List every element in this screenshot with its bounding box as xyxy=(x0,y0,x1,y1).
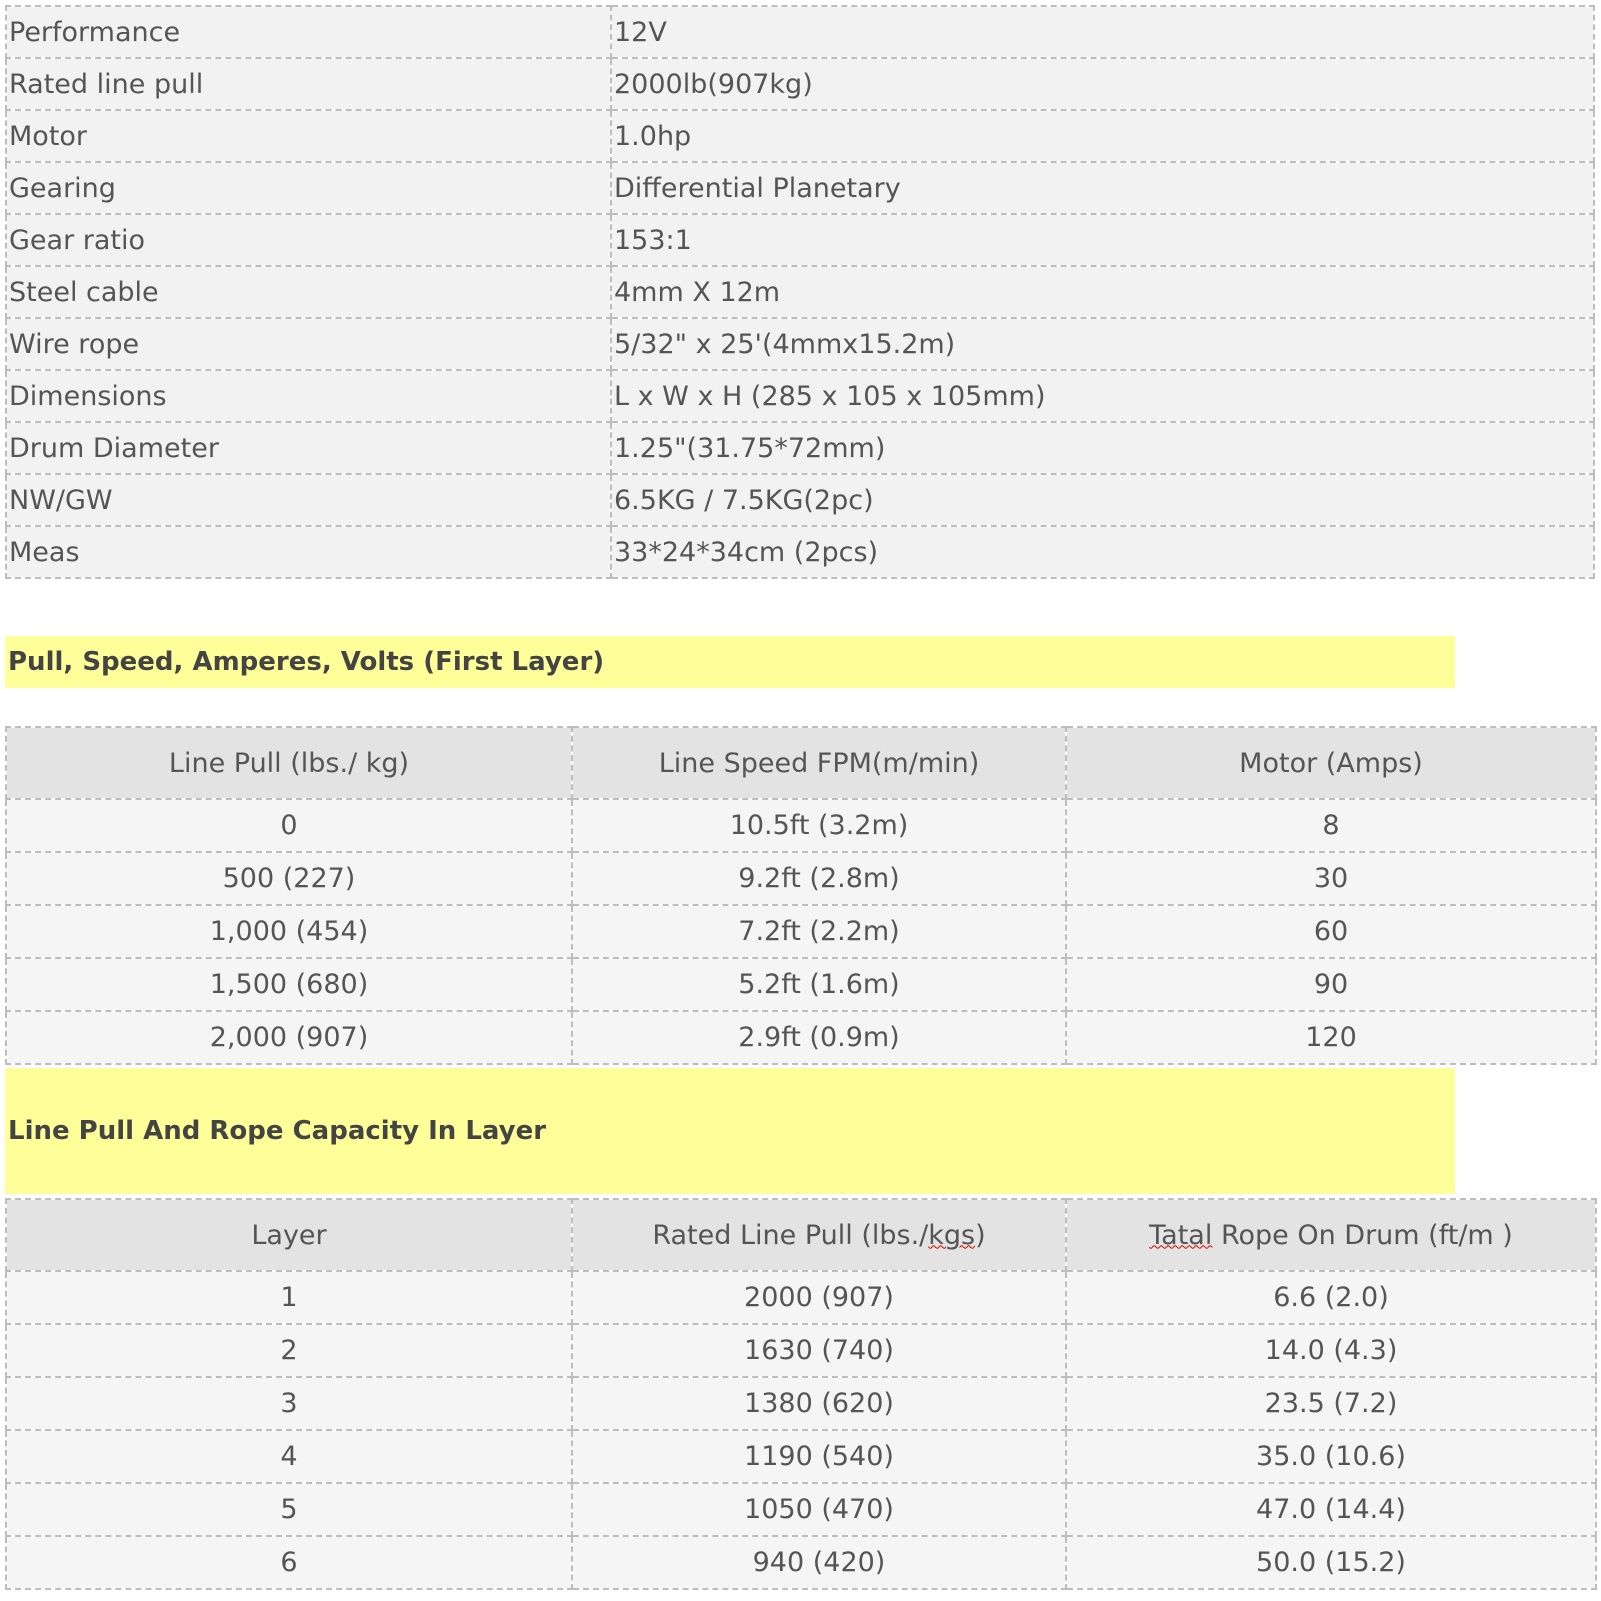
table-cell: 5 xyxy=(6,1483,572,1536)
spec-row xyxy=(6,422,1594,474)
spec-row xyxy=(6,266,1594,318)
spec-value: 4mm X 12m xyxy=(611,266,1594,318)
header-text: Rope On Drum (ft/m ) xyxy=(1212,1219,1513,1251)
spec-value: 1.0hp xyxy=(611,110,1594,162)
table-row xyxy=(6,799,1596,852)
column-header-line-speed: Line Speed FPM(m/min) xyxy=(572,727,1066,799)
spec-row xyxy=(6,526,1594,578)
table-header-row xyxy=(6,1199,1596,1271)
table-row xyxy=(6,1377,1596,1430)
spec-value: 33*24*34cm (2pcs) xyxy=(611,526,1594,578)
column-header-total-rope xyxy=(1066,1199,1596,1271)
spec-label: Performance xyxy=(6,6,611,58)
table-cell: 500 (227) xyxy=(6,852,572,905)
table-cell: 14.0 (4.3) xyxy=(1066,1324,1596,1377)
spellcheck-word: Tatal xyxy=(1149,1219,1213,1251)
table-row xyxy=(6,1324,1596,1377)
table-cell: 1050 (470) xyxy=(572,1483,1066,1536)
spec-label: Drum Diameter xyxy=(6,422,611,474)
spec-value: 5/32" x 25'(4mmx15.2m) xyxy=(611,318,1594,370)
table-cell: 1630 (740) xyxy=(572,1324,1066,1377)
table-row xyxy=(6,1536,1596,1589)
table-cell: 1,000 (454) xyxy=(6,905,572,958)
table-cell: 5.2ft (1.6m) xyxy=(572,958,1066,1011)
spec-label: Steel cable xyxy=(6,266,611,318)
table-row xyxy=(6,958,1596,1011)
table-cell: 9.2ft (2.8m) xyxy=(572,852,1066,905)
spec-label: Rated line pull xyxy=(6,58,611,110)
spec-row xyxy=(6,110,1594,162)
table-row xyxy=(6,1430,1596,1483)
table-cell: 2.9ft (0.9m) xyxy=(572,1011,1066,1064)
table-cell: 1190 (540) xyxy=(572,1430,1066,1483)
spec-label: Motor xyxy=(6,110,611,162)
spec-value: Differential Planetary xyxy=(611,162,1594,214)
table-cell: 1,500 (680) xyxy=(6,958,572,1011)
spellcheck-word: kgs xyxy=(928,1219,976,1251)
spec-label: NW/GW xyxy=(6,474,611,526)
spec-label: Wire rope xyxy=(6,318,611,370)
spec-label: Dimensions xyxy=(6,370,611,422)
table-cell: 6.6 (2.0) xyxy=(1066,1271,1596,1324)
table-row xyxy=(6,852,1596,905)
header-text: ) xyxy=(975,1219,986,1251)
header-text: Rated Line Pull (lbs./ xyxy=(652,1219,929,1251)
spec-row xyxy=(6,318,1594,370)
table-header-row xyxy=(6,727,1596,799)
table-cell: 2,000 (907) xyxy=(6,1011,572,1064)
spec-row xyxy=(6,162,1594,214)
spec-value: 153:1 xyxy=(611,214,1594,266)
spec-row xyxy=(6,6,1594,58)
column-header-line-pull: Line Pull (lbs./ kg) xyxy=(6,727,572,799)
spec-row xyxy=(6,214,1594,266)
section-heading-first-layer: Pull, Speed, Amperes, Volts (First Layer) xyxy=(5,636,1455,688)
spec-value: 12V xyxy=(611,6,1594,58)
spec-row xyxy=(6,474,1594,526)
spec-value: 1.25"(31.75*72mm) xyxy=(611,422,1594,474)
table-cell: 90 xyxy=(1066,958,1596,1011)
table-cell: 7.2ft (2.2m) xyxy=(572,905,1066,958)
table-cell: 120 xyxy=(1066,1011,1596,1064)
table-cell: 6 xyxy=(6,1536,572,1589)
table-cell: 3 xyxy=(6,1377,572,1430)
spec-value: 2000lb(907kg) xyxy=(611,58,1594,110)
table-cell: 35.0 (10.6) xyxy=(1066,1430,1596,1483)
table-cell: 47.0 (14.4) xyxy=(1066,1483,1596,1536)
table-cell: 30 xyxy=(1066,852,1596,905)
table-cell: 940 (420) xyxy=(572,1536,1066,1589)
table-cell: 23.5 (7.2) xyxy=(1066,1377,1596,1430)
table-row xyxy=(6,1011,1596,1064)
table-cell: 60 xyxy=(1066,905,1596,958)
spec-value: 6.5KG / 7.5KG(2pc) xyxy=(611,474,1594,526)
section-heading-rope-capacity: Line Pull And Rope Capacity In Layer xyxy=(5,1068,1455,1194)
spec-label: Gear ratio xyxy=(6,214,611,266)
table-cell: 0 xyxy=(6,799,572,852)
table-cell: 1380 (620) xyxy=(572,1377,1066,1430)
spec-label: Meas xyxy=(6,526,611,578)
column-header-motor-amps: Motor (Amps) xyxy=(1066,727,1596,799)
first-layer-table xyxy=(5,726,1597,1065)
spec-table xyxy=(5,5,1595,579)
table-row xyxy=(6,905,1596,958)
table-cell: 1 xyxy=(6,1271,572,1324)
table-row xyxy=(6,1483,1596,1536)
spec-label: Gearing xyxy=(6,162,611,214)
column-header-layer: Layer xyxy=(6,1199,572,1271)
spec-row xyxy=(6,370,1594,422)
table-cell: 10.5ft (3.2m) xyxy=(572,799,1066,852)
table-cell: 4 xyxy=(6,1430,572,1483)
spec-value: L x W x H (285 x 105 x 105mm) xyxy=(611,370,1594,422)
rope-capacity-table xyxy=(5,1198,1597,1590)
column-header-rated-line-pull xyxy=(572,1199,1066,1271)
table-cell: 8 xyxy=(1066,799,1596,852)
spec-row xyxy=(6,58,1594,110)
table-cell: 50.0 (15.2) xyxy=(1066,1536,1596,1589)
table-cell: 2000 (907) xyxy=(572,1271,1066,1324)
table-cell: 2 xyxy=(6,1324,572,1377)
table-row xyxy=(6,1271,1596,1324)
